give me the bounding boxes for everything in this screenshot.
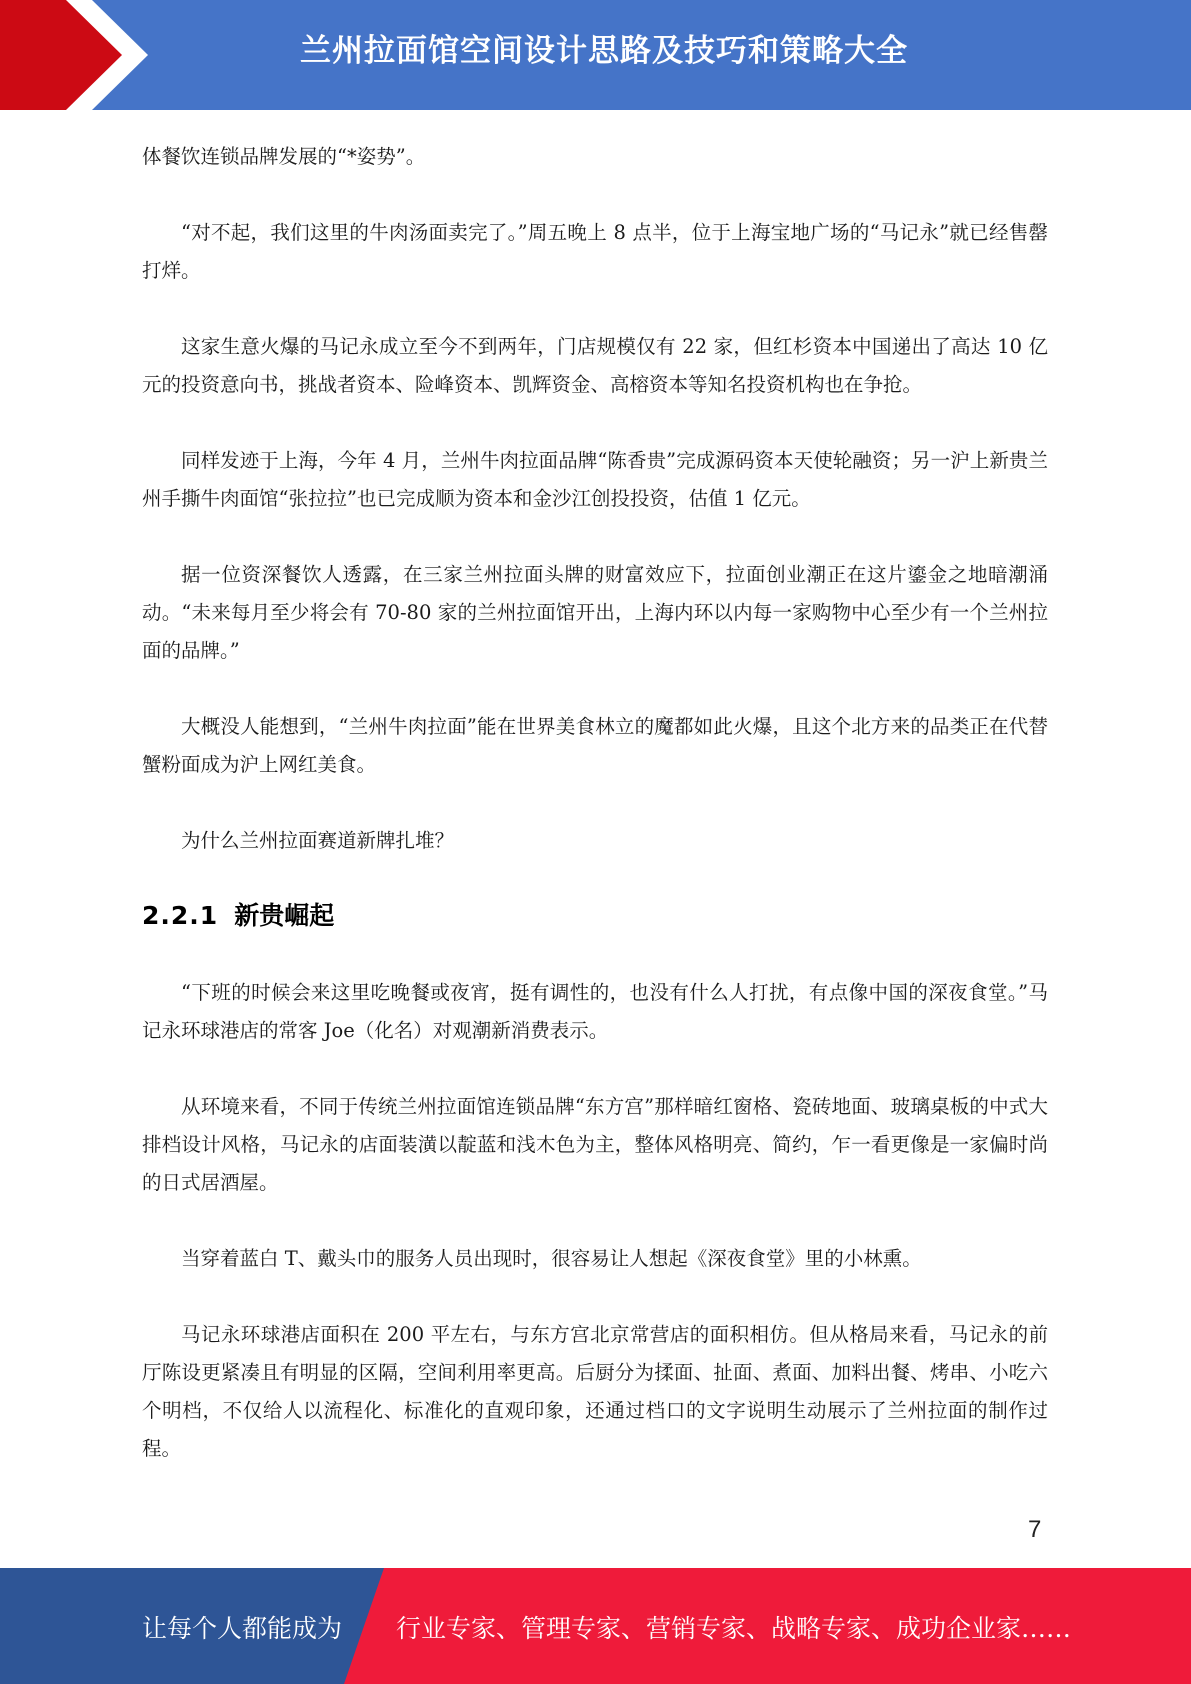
paragraph: 体餐饮连锁品牌发展的“*姿势”。 [142, 145, 426, 168]
section-number: 2.2.1 [142, 901, 219, 930]
paragraph: “对不起，我们这里的牛肉汤面卖完了。”周五晚上 8 点半，位于上海宝地广场的“马记永”就已经售罄打烊。 [142, 221, 1048, 282]
header-chevron-decoration [0, 0, 160, 110]
footer-slogan-right: 行业专家、管理专家、营销专家、战略专家、成功企业家…… [396, 1614, 1072, 1643]
page-header [0, 0, 1191, 110]
paragraph: 据一位资深餐饮人透露，在三家兰州拉面头牌的财富效应下，拉面创业潮正在这片鎏金之地暗潮涌动。“未来每月至少将会有 70-80 家的兰州拉面馆开出，上海内环以内每一家购物中心至少有一个兰州拉面的品牌。” [142, 563, 1048, 662]
paragraph: 这家生意火爆的马记永成立至今不到两年，门店规模仅有 22 家，但红杉资本中国递出了高达 10 亿元的投资意向书，挑战者资本、险峰资本、凯辉资金、高榕资本等知名投资机构也在争抢。 [142, 335, 1048, 396]
paragraph: 大概没人能想到，“兰州牛肉拉面”能在世界美食林立的魔都如此火爆，且这个北方来的品类正在代替蟹粉面成为沪上网红美食。 [142, 715, 1048, 776]
section-heading [142, 898, 1048, 934]
page-number: 7 [1028, 1516, 1042, 1543]
paragraph: “下班的时候会来这里吃晚餐或夜宵，挺有调性的，也没有什么人打扰，有点像中国的深夜食堂。”马记永环球港店的常客 Joe（化名）对观潮新消费表示。 [142, 981, 1048, 1042]
section-title: 新贵崛起 [234, 901, 335, 930]
document-title: 兰州拉面馆空间设计思路及技巧和策略大全 [300, 33, 908, 69]
paragraph: 马记永环球港店面积在 200 平左右，与东方宫北京常营店的面积相仿。但从格局来看，马记永的前厅陈设更紧凑且有明显的区隔，空间利用率更高。后厨分为揉面、扯面、煮面、加料出餐、烤串、小吃六个明档，不仅给人以流程化、标准化的直观印象，还通过档口的文字说明生动展示了兰州拉面的制作过程。 [142, 1323, 1048, 1460]
paragraph: 从环境来看，不同于传统兰州拉面馆连锁品牌“东方宫”那样暗红窗格、瓷砖地面、玻璃桌板的中式大排档设计风格，马记永的店面装潢以靛蓝和浅木色为主，整体风格明亮、简约，乍一看更像是一家偏时尚的日式居酒屋。 [142, 1095, 1048, 1194]
document-body [142, 138, 1048, 1506]
footer-slogan-left: 让每个人都能成为 [142, 1614, 343, 1643]
paragraph: 同样发迹于上海，今年 4 月，兰州牛肉拉面品牌“陈香贵”完成源码资本天使轮融资；另一沪上新贵兰州手撕牛肉面馆“张拉拉”也已完成顺为资本和金沙江创投投资，估值 1 亿元。 [142, 449, 1048, 510]
paragraph: 为什么兰州拉面赛道新牌扎堆？ [181, 829, 455, 852]
paragraph: 当穿着蓝白 T、戴头巾的服务人员出现时，很容易让人想起《深夜食堂》里的小林熏。 [181, 1247, 922, 1270]
page-footer [0, 1568, 1191, 1684]
